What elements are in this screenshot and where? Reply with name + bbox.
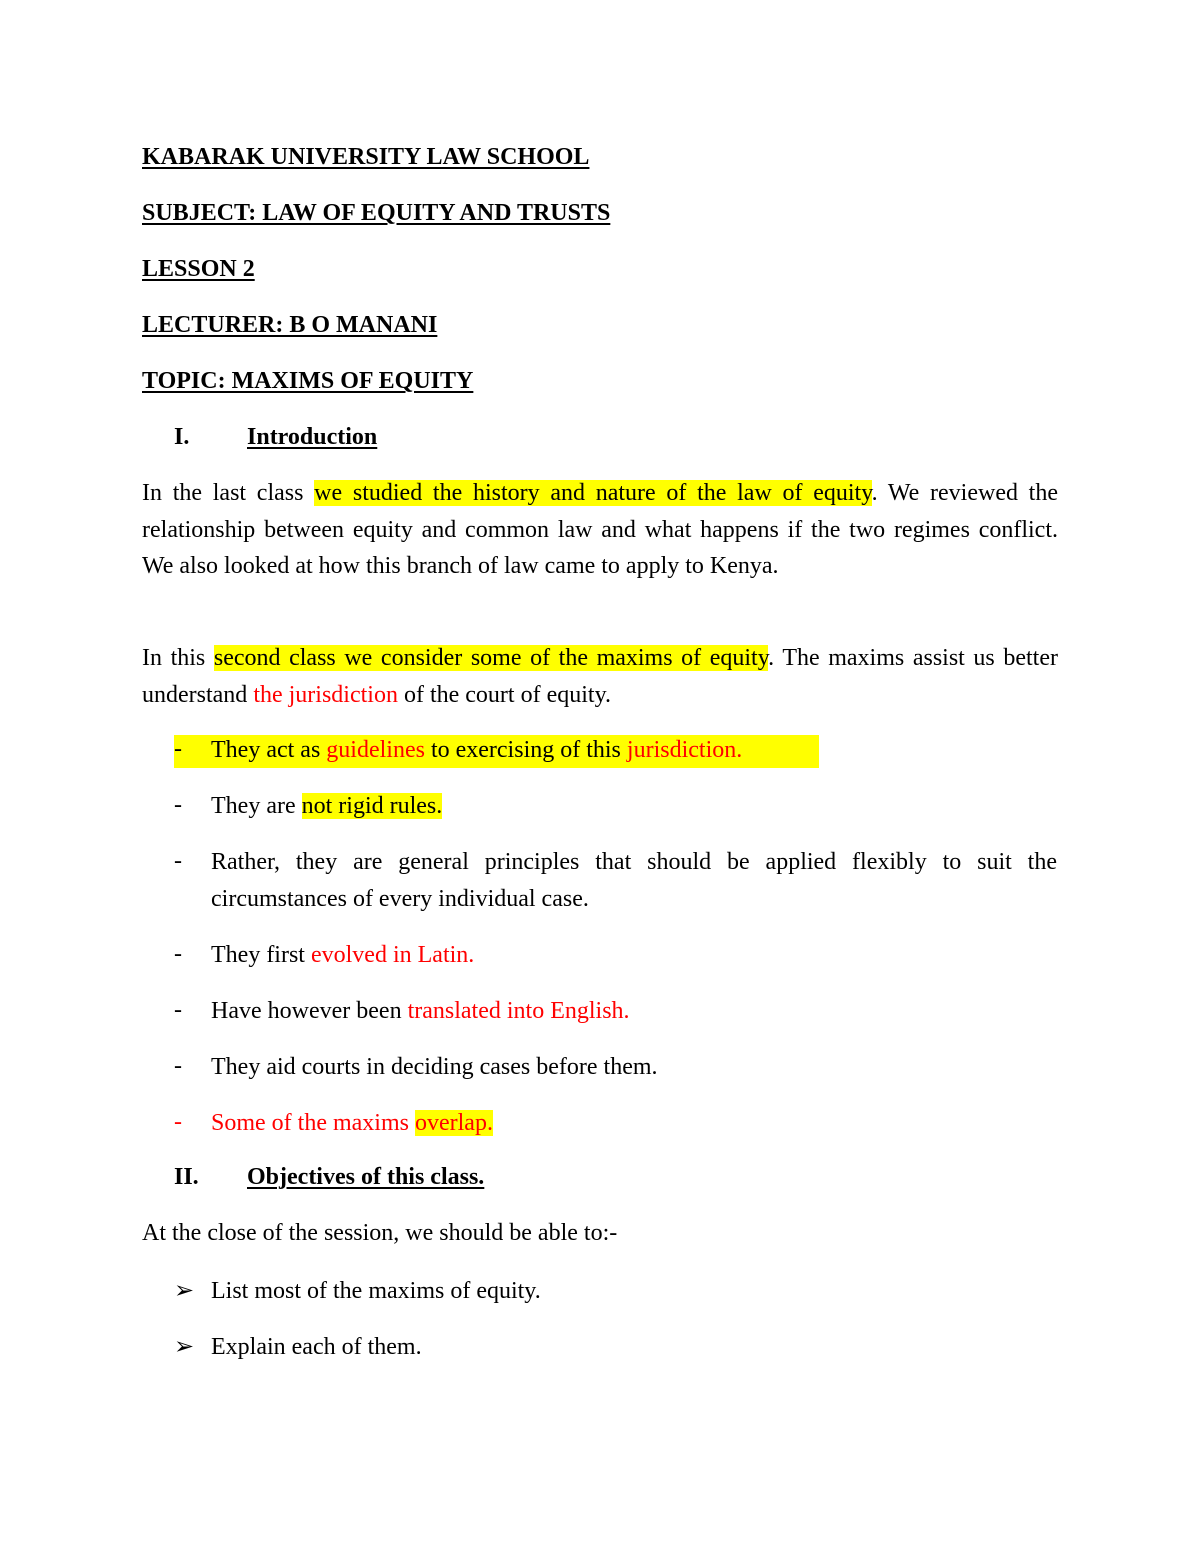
p2-text-end: of the court of equity.: [397, 681, 612, 708]
bullet-7-dash: -: [174, 1109, 182, 1135]
section-1-number: I.: [174, 424, 190, 450]
bullet-1-red-2: jurisdiction.: [626, 737, 743, 763]
bullet-3-dash: -: [174, 848, 182, 874]
bullet-2-dash: -: [174, 792, 182, 818]
section-2-number: II.: [174, 1164, 199, 1190]
bullet-7: [211, 1105, 1057, 1142]
section-1-title: Introduction: [247, 424, 378, 450]
lesson-heading: LESSON 2: [142, 256, 255, 282]
topic-heading: TOPIC: MAXIMS OF EQUITY: [142, 368, 474, 394]
bullet-5-dash: -: [174, 997, 182, 1023]
bullet-6-dash: -: [174, 1053, 182, 1079]
bullet-2: [211, 788, 1057, 825]
p2-text-mid: . The maxims assist us better understand: [142, 645, 1058, 708]
bullet-1-dash: -: [174, 736, 182, 762]
intro-paragraph-2: [142, 640, 1058, 713]
p2-red-text: the jurisdiction: [253, 681, 398, 708]
p2-text-start: In this: [142, 645, 214, 671]
bullet-1: [211, 732, 1057, 769]
bullet-2-highlight: not rigid rules.: [301, 793, 443, 819]
bullet-5-red: translated into English.: [407, 998, 630, 1024]
section-2-title: Objectives of this class.: [247, 1164, 485, 1190]
bullet-7-highlight: overlap.: [414, 1110, 493, 1136]
university-heading: KABARAK UNIVERSITY LAW SCHOOL: [142, 144, 590, 170]
p1-text-end: . We reviewed the relationship between equity and common law and what happens if the two regimes conflict. We also looked at how this branch of law came to apply to Kenya.: [142, 480, 1059, 579]
lecturer-heading: LECTURER: B O MANANI: [142, 312, 438, 338]
bullet-7-red: Some of the maxims: [211, 1110, 415, 1136]
objectives-intro: At the close of the session, we should be able to:-: [142, 1220, 618, 1246]
objective-2: Explain each of them.: [211, 1334, 422, 1360]
bullet-5-text-start: Have however been: [211, 998, 408, 1024]
p2-highlight: second class we consider some of the maxims of equity: [213, 645, 769, 671]
bullet-1-text-start: They act as: [211, 737, 327, 763]
objective-1: List most of the maxims of equity.: [211, 1278, 541, 1304]
p1-text-start: In the last class: [142, 480, 315, 506]
objective-2-arrow-icon: ➢: [174, 1334, 195, 1360]
subject-heading: SUBJECT: LAW OF EQUITY AND TRUSTS: [142, 200, 611, 226]
bullet-4-red: evolved in Latin.: [310, 942, 475, 968]
bullet-3: Rather, they are general principles that should be applied flexibly to suit the circumstances of every individual case.: [211, 849, 1057, 912]
bullet-6: They aid courts in deciding cases before them.: [211, 1054, 658, 1080]
bullet-4-text-start: They first: [211, 942, 311, 968]
bullet-1-text-mid: to exercising of this: [424, 737, 627, 763]
bullet-4: [211, 937, 1057, 974]
bullet-2-text-start: They are: [211, 793, 302, 819]
bullet-1-red-1: guidelines: [326, 737, 425, 763]
bullet-4-dash: -: [174, 941, 182, 967]
p1-highlight: we studied the history and nature of the law of equity: [314, 480, 872, 506]
objective-1-arrow-icon: ➢: [174, 1278, 195, 1304]
bullet-5: [211, 993, 1057, 1030]
intro-paragraph-1: [142, 475, 1058, 585]
